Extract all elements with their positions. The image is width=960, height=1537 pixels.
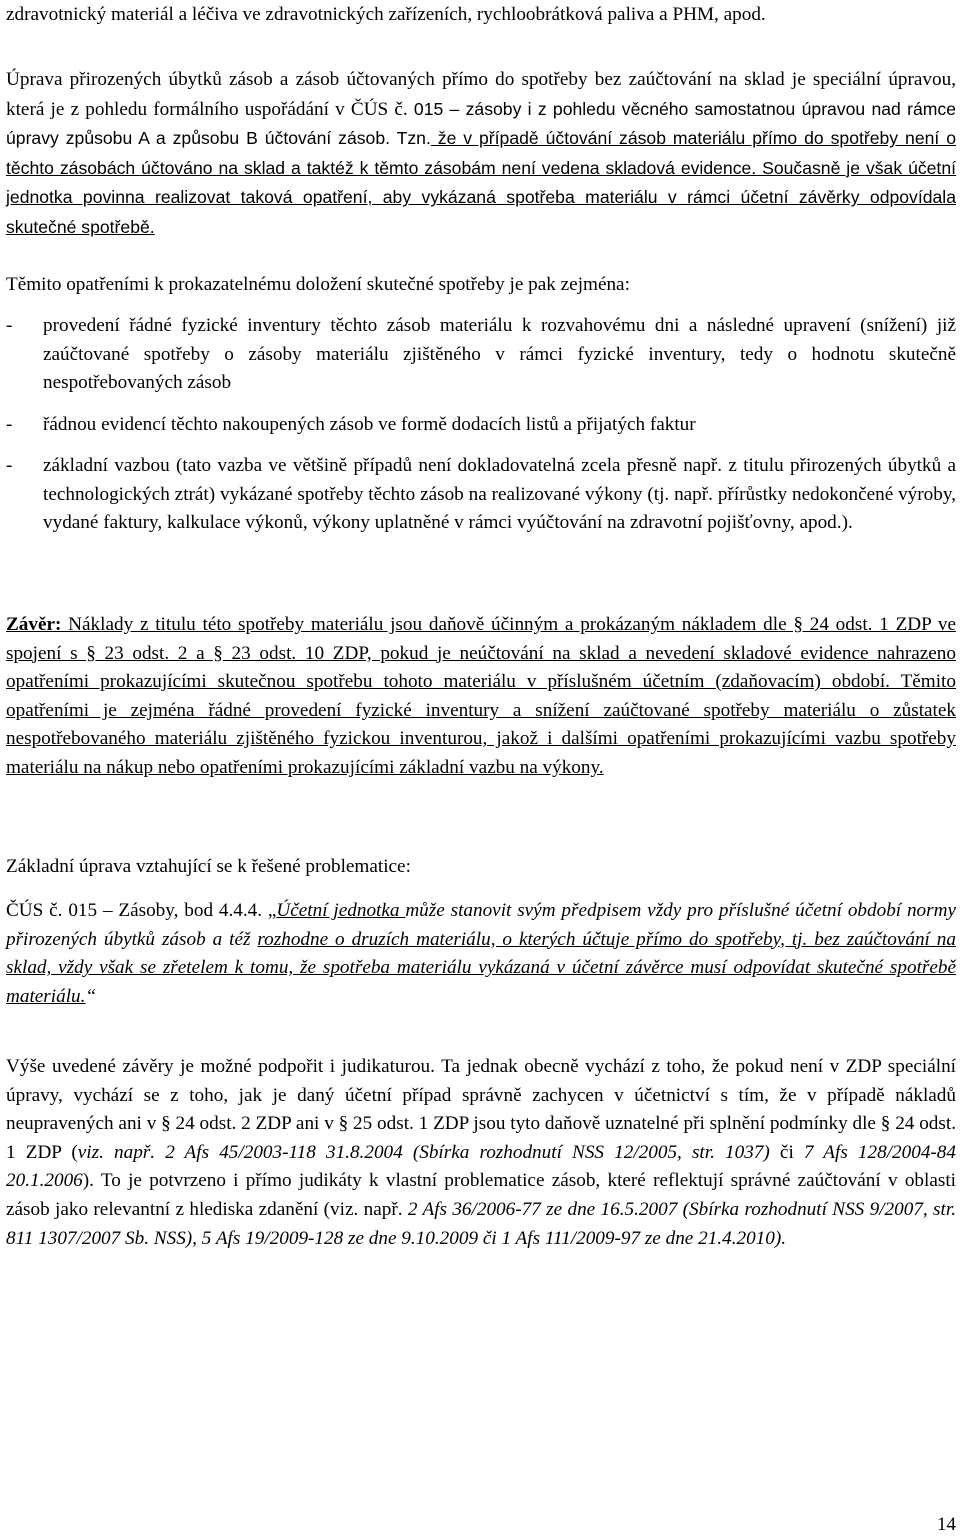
vyse-text-2: či (769, 1141, 804, 1163)
vyse-citation-3: 2 Afs 36/2006-77 ze dne 16.5.2007 (Sbírka rozhodnutí NSS 9/2007, str. 811 1307/2007 Sb. NSS), 5 Afs 19/2009-128 ze dne 9.10.2009 či 1 Afs 111/2009-97 ze dne 21.4.2010). (6, 1198, 956, 1249)
cus-quote-1: Účetní jednotka (276, 900, 406, 921)
cus-lead: ČÚS č. 015 – Zásoby, bod 4.4.4. „ (6, 900, 277, 921)
uprava-text-1: Úprava přirozených úbytků zásob a zásob účtovaných přímo do spotřeby bez zaúčtování na sklad je speciální úpravou, která je z pohledu formálního uspořádání v ČÚS č. (6, 69, 956, 120)
page-number: 14 (937, 1514, 956, 1535)
list-item-text: základní vazbou (tato vazba ve většině případů není dokladovatelná zcela přesně např. z titulu přirozených úbytků a technologických ztrát) vykázané spotřeby těchto zásob na realizované výkony (tj. např. přírůstky nedokončené výroby, vydané faktury, kalkulace výkonů, výkony uplatněné v rámci vyúčtování na zdravotní pojišťovny, apod.). (43, 455, 956, 534)
list-item (6, 312, 956, 398)
opatreni-text: Těmito opatřeními k prokazatelnému doložení skutečné spotřeby je pak zejména: (6, 274, 630, 295)
zaver-text: Náklady z titulu této spotřeby materiálu jsou daňově účinným a prokázaným nákladem dle § 24 odst. 1 ZDP ve spojení s § 23 odst. 2 a § 23 odst. 10 ZDP, pokud je neúčtování na sklad a nevedení skladové evidence nahrazeno opatřeními prokazujícími skutečnou spotřebu tohoto materiálu v příslušném účetním (zdaňovacím) období. Těmito opatřeními je zejména řádné provedení fyzické inventury a snížení zaúčtované spotřeby materiálu o zůstatek nespotřebovaného materiálu zjištěného fyzickou inventurou, jakož i dalšími opatřeními prokazujícími vazbu spotřeby materiálu na nákup nebo opatřeními prokazujícími základní vazbu na výkony. (6, 614, 956, 778)
paragraph-cus-quote (6, 897, 956, 1011)
list-item (6, 411, 956, 440)
vyse-text-1: Výše uvedené závěry je možné podpořit i judikaturou. Ta jednak obecně vychází z toho, že pokud není v ZDP speciální úpravy, vychází se z toho, jak je daný účetní případ správně zachycen v účetnictví s tím, že v případě nákladů neupravených ani v § 24 odst. 2 ZDP ani v § 25 odst. 1 ZDP jsou tyto daňově uznatelné při splnění podmínky dle § 24 odst. 1 ZDP ( (6, 1056, 956, 1163)
list-item-text: provedení řádné fyzické inventury těchto zásob materiálu k rozvahovému dni a následné upravení (snížení) již zaúčtované spotřeby o zásoby materiálu zjištěného v rámci fyzické inventury, tedy o hodnotu skutečně nespotřebovaných zásob (43, 315, 956, 394)
paragraph-uprava (6, 66, 956, 243)
paragraph-opatreni (6, 271, 630, 300)
paragraph-zakladni-uprava: Základní úprava vztahující se k řešené problematice: (6, 856, 411, 877)
vyse-citation-2: 7 Afs 128/2004-84 20.1.2006 (6, 1141, 956, 1192)
list-dash: - (6, 455, 13, 476)
cus-quote-close: “ (85, 985, 97, 1007)
list-dash: - (6, 414, 13, 435)
list-dash: - (6, 315, 13, 336)
vyse-citation-1: viz. např. 2 Afs 45/2003-118 31.8.2004 (Sbírka rozhodnutí NSS 12/2005, str. 1037) (77, 1141, 770, 1163)
vyse-text-3: ). To je potvrzeno i přímo judikáty k vlastní problematice zásob, které reflektují správné zaúčtování v oblasti zásob jako relevantní z hlediska zdanění (viz. např. (6, 1170, 956, 1220)
cus-quote-3: rozhodne o druzích materiálu, o kterých účtuje přímo do spotřeby, tj. bez zaúčtování na sklad, vždy však se zřetelem k tomu, že spotřeba materiálu vykázaná v účetní závěrce musí odpovídat skutečné spotřebě materiálu. (6, 928, 956, 1007)
zaver-label: Závěr: (6, 614, 62, 635)
intro-continuation: zdravotnický materiál a léčiva ve zdravotnických zařízeních, rychloobrátková paliva a PHM, apod. (6, 4, 766, 25)
uprava-text-4: Současně je však účetní jednotka povinna realizovat taková opatření, aby vykázaná spotřeba materiálu v rámci účetní závěrky odpovídala skutečné spotřebě. (6, 157, 956, 237)
uprava-text-2: 015 – zásoby i z pohledu věcného samostatnou úpravou nad rámce úpravy způsobu A a způsobu B účtování zásob. Tzn. (6, 98, 957, 149)
cus-quote-2: může stanovit svým předpisem vždy pro příslušné účetní období normy přirozených úbytků zásob a též (6, 900, 956, 950)
paragraph-zaver (6, 611, 956, 783)
uprava-text-3: že v případě účtování zásob materiálu přímo do spotřeby není o těchto zásobách účtováno na sklad a taktéž k těmto zásobám není vedena skladová evidence. (6, 128, 956, 178)
list-item-text: řádnou evidencí těchto nakoupených zásob ve formě dodacích listů a přijatých faktur (43, 414, 696, 435)
list-item (6, 452, 956, 538)
paragraph-judikatura (6, 1053, 956, 1253)
